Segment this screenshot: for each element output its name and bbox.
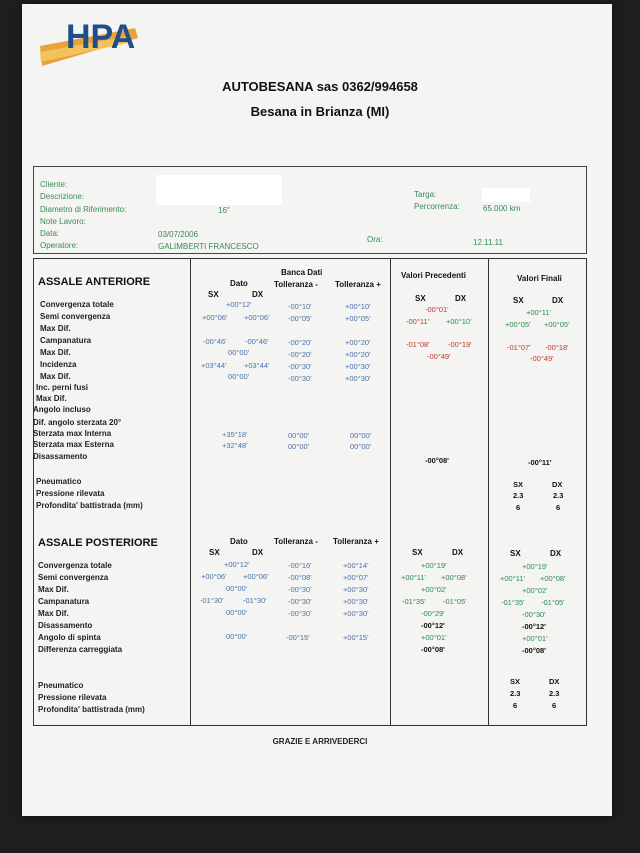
row-dif-angolo: Dif. angolo sterzata 20°	[33, 418, 122, 427]
rear-val-spinta: 00°00'	[226, 632, 248, 641]
rear-val-dif2-tm: -00°30'	[288, 609, 312, 618]
prev-camp-dx: -00°19'	[448, 340, 472, 349]
rear-val-camp-tp: +00°30'	[343, 597, 369, 606]
rear-row-profondita: Profondita' battistrada (mm)	[38, 705, 145, 714]
front-axle-title: ASSALE ANTERIORE	[38, 276, 151, 288]
front-final-sx: SX	[513, 296, 524, 305]
rear-row-campanatura: Campanatura	[38, 597, 90, 606]
prev-camp-sx: -01°08'	[406, 340, 430, 349]
fin-prof-dx: 6	[556, 503, 561, 512]
val-semi-sx: +00°06'	[202, 313, 228, 322]
fin-pneu-sx: SX	[513, 480, 524, 489]
rear-val-semi-dx: +00°06'	[243, 572, 269, 581]
diametro-value: 16"	[218, 206, 230, 215]
fin-pneu-dx: DX	[552, 480, 563, 489]
rear-prev-carr: -00°08'	[421, 645, 445, 654]
rear-val-dif1: 00°00'	[226, 584, 248, 593]
front-prev-dx: DX	[455, 294, 467, 303]
fin-prof-sx: 6	[516, 503, 521, 512]
val-inc-tp: +00°30'	[345, 362, 371, 371]
data-label: Data:	[40, 229, 60, 238]
val-sterz-ext: +32°48'	[222, 441, 248, 450]
rear-prev-dif1: +00°02'	[421, 585, 447, 594]
val-camp-sx: -00°46'	[203, 337, 227, 346]
rear-fin-prof-dx: 6	[552, 701, 557, 710]
fin-semi-sx: +00°05'	[505, 320, 531, 329]
row-campanatura: Campanatura	[40, 336, 92, 345]
val-sterz-int-tm: 00°00'	[288, 431, 310, 440]
front-final-dx: DX	[552, 296, 564, 305]
row-incidenza: Incidenza	[40, 360, 77, 369]
ora-value: 12.11.11	[473, 238, 503, 247]
rear-fin-prof-sx: 6	[513, 701, 518, 710]
rear-fin-conv: +00°19'	[522, 562, 548, 571]
rear-col-tol-minus: Tolleranza -	[274, 537, 318, 546]
rear-col-dato: Dato	[230, 537, 248, 546]
row-max-dif: Max Dif.	[40, 372, 71, 381]
val-camp-dif: 00°00'	[228, 348, 250, 357]
rear-val-dif2: 00°00'	[226, 608, 248, 617]
val-camp-tm: -00°20'	[288, 338, 312, 347]
rear-prev-camp-sx: -01°35'	[402, 597, 426, 606]
row-max-dif: Max Dif.	[40, 348, 71, 357]
column-divider	[190, 258, 191, 725]
fin-camp-sx: -01°07'	[507, 343, 531, 352]
val-inc-dif-tp: +00°30'	[345, 374, 371, 383]
rear-prev-dif2: -00°29'	[421, 609, 445, 618]
row-conv-tot: Convergenza totale	[40, 300, 114, 309]
fin-pres-sx: 2.3	[513, 491, 524, 500]
front-col-tol-plus: Tolleranza +	[335, 280, 381, 289]
rear-fin-pneu-dx: DX	[549, 677, 560, 686]
val-inc-dif: 00°00'	[228, 372, 250, 381]
front-col-tol-minus: Tolleranza -	[274, 280, 318, 289]
rear-row-pressione: Pressione rilevata	[38, 693, 107, 702]
val-conv-tp: +00°10'	[345, 302, 371, 311]
ora-label: Ora:	[367, 235, 383, 244]
rear-val-semi-tp: +00°07'	[343, 573, 369, 582]
operatore-value: GALIMBERTI FRANCESCO	[158, 242, 259, 251]
descrizione-label: Descrizione:	[40, 192, 85, 201]
row-max-dif: Max Dif.	[40, 324, 71, 333]
rear-prev-dis: -00°12'	[421, 621, 445, 630]
rear-fin-pres-sx: 2.3	[510, 689, 521, 698]
rear-fin-semi-sx: +00°11'	[500, 574, 525, 583]
rear-col-sx: SX	[209, 548, 220, 557]
fin-camp-dx: -00°18'	[545, 343, 569, 352]
redacted-plate	[482, 188, 530, 202]
rear-fin-carr: -00°08'	[522, 646, 546, 655]
rear-row-diff-carr: Differenza carreggiata	[38, 645, 123, 654]
rear-row-semi-conv: Semi convergenza	[38, 573, 109, 582]
rear-val-semi-sx: +00°06'	[201, 572, 227, 581]
rear-fin-dif2: -00°30'	[522, 610, 546, 619]
rear-row-angolo-spinta: Angolo di spinta	[38, 633, 101, 642]
data-value: 03/07/2006	[158, 230, 199, 239]
rear-val-conv-tp: +00°14'	[343, 561, 369, 570]
targa-label: Targa:	[414, 190, 437, 199]
val-camp-dx: -00°46'	[245, 337, 269, 346]
rear-col-tol-plus: Tolleranza +	[333, 537, 379, 546]
rear-fin-dif1: +00°02'	[522, 586, 548, 595]
rear-final-sx: SX	[510, 549, 521, 558]
front-col-prev: Valori Precedenti	[401, 271, 466, 280]
hpa-logo	[40, 8, 160, 70]
val-sterz-ext-tm: 00°00'	[288, 442, 310, 451]
rear-val-conv: +00°12'	[224, 560, 250, 569]
rear-fin-spinta: +00°01'	[522, 634, 548, 643]
fin-conv: +00°11'	[526, 308, 551, 317]
percorrenza-value: 65.000 km	[483, 204, 521, 213]
prev-camp-dif: -00°49'	[427, 352, 451, 361]
column-divider	[488, 258, 489, 725]
row-semi-conv: Semi convergenza	[40, 312, 111, 321]
row-max-dif: Max Dif.	[36, 394, 67, 403]
front-col-sx: SX	[208, 290, 219, 299]
rear-fin-semi-dx: +00°08'	[540, 574, 566, 583]
val-inc-dx: +03°44'	[244, 361, 270, 370]
rear-prev-semi-dx: +00°08'	[441, 573, 467, 582]
val-camp-dif-tm: -00°20'	[288, 350, 312, 359]
rear-fin-dis: -00°12'	[522, 622, 546, 631]
front-col-banca: Banca Dati	[281, 268, 323, 277]
rear-fin-camp-dx: -01°05'	[541, 598, 565, 607]
rear-col-dx: DX	[252, 548, 264, 557]
rear-final-dx: DX	[550, 549, 562, 558]
row-inc-perni: Inc. perni fusi	[36, 383, 89, 392]
front-col-dx: DX	[252, 290, 264, 299]
rear-prev-camp-dx: -01°05'	[443, 597, 467, 606]
diametro-label: Diametro di Riferimento:	[40, 205, 127, 214]
rear-val-spinta-tm: -00°15'	[286, 633, 310, 642]
rear-val-camp-sx: -01°30'	[200, 596, 224, 605]
val-conv-tm: -00°10'	[288, 302, 312, 311]
rear-row-conv-tot: Convergenza totale	[38, 561, 112, 570]
rear-prev-dx: DX	[452, 548, 464, 557]
val-semi-dx: +00°06'	[244, 313, 270, 322]
rear-val-camp-tm: -00°30'	[288, 597, 312, 606]
val-camp-dif-tp: +00°20'	[345, 350, 371, 359]
redacted-customer	[156, 175, 282, 205]
rear-prev-sx: SX	[412, 548, 423, 557]
prev-conv: -00°01'	[425, 305, 449, 314]
rear-val-conv-tm: -00°16'	[288, 561, 312, 570]
rear-row-pneumatico: Pneumatico	[38, 681, 84, 690]
val-camp-tp: +00°20'	[345, 338, 371, 347]
front-col-dato: Dato	[230, 279, 248, 288]
column-divider	[390, 258, 391, 725]
rear-val-semi-tm: -00°08'	[288, 573, 312, 582]
rear-row-max-dif: Max Dif.	[38, 585, 69, 594]
rear-row-max-dif: Max Dif.	[38, 609, 69, 618]
front-prev-sx: SX	[415, 294, 426, 303]
row-angolo-incluso: Angolo incluso	[33, 405, 91, 414]
rear-fin-pneu-sx: SX	[510, 677, 521, 686]
rear-row-disassamento: Disassamento	[38, 621, 93, 630]
rear-prev-semi-sx: +00°11'	[401, 573, 426, 582]
rear-fin-camp-sx: -01°35'	[501, 598, 525, 607]
row-pressione: Pressione rilevata	[36, 489, 105, 498]
rear-val-dif1-tp: +00°30'	[343, 585, 369, 594]
val-inc-dif-tm: -00°30'	[288, 374, 312, 383]
cliente-label: Cliente:	[40, 180, 68, 189]
footer-text: GRAZIE E ARRIVEDERCI	[272, 737, 368, 746]
val-inc-sx: +03°44'	[201, 361, 227, 370]
val-sterz-ext-tp: 00°00'	[350, 442, 372, 451]
logo-text: HPA	[66, 18, 136, 56]
alignment-table	[33, 258, 587, 726]
val-conv-dato: +00°12'	[226, 300, 252, 309]
company-city: Besana in Brianza (MI)	[250, 104, 390, 119]
front-col-final: Valori Finali	[517, 274, 562, 283]
rear-axle-title: ASSALE POSTERIORE	[38, 537, 158, 549]
row-profondita: Profondita' battistrada (mm)	[36, 501, 143, 510]
prev-disassamento: -00°08'	[425, 456, 449, 465]
rear-val-dif1-tm: -00°30'	[288, 585, 312, 594]
rear-prev-conv: +00°19'	[421, 561, 447, 570]
val-sterz-int: +35°18'	[222, 430, 248, 439]
rear-val-camp-dx: -01°30'	[243, 596, 267, 605]
note-label: Note Lavoro:	[40, 217, 86, 226]
fin-semi-dx: +00°05'	[544, 320, 570, 329]
fin-camp-dif: -00°49'	[530, 354, 554, 363]
operatore-label: Operatore:	[40, 241, 79, 250]
val-semi-tm: -00°05'	[288, 314, 312, 323]
fin-disassamento: -00°11'	[528, 458, 552, 467]
row-pneumatico: Pneumatico	[36, 477, 82, 486]
fin-pres-dx: 2.3	[553, 491, 564, 500]
company-name: AUTOBESANA sas 0362/994658	[222, 79, 418, 94]
row-sterzata-int: Sterzata max Interna	[33, 429, 112, 438]
rear-val-spinta-tp: +00°15'	[343, 633, 369, 642]
row-sterzata-ext: Sterzata max Esterna	[33, 440, 114, 449]
prev-semi-dx: +00°10'	[446, 317, 472, 326]
prev-semi-sx: -00°11'	[406, 317, 430, 326]
percorrenza-label: Percorrenza:	[414, 202, 460, 211]
val-semi-tp: +00°05'	[345, 314, 371, 323]
row-disassamento: Disassamento	[33, 452, 88, 461]
rear-fin-pres-dx: 2.3	[549, 689, 560, 698]
rear-val-dif2-tp: +00°30'	[343, 609, 369, 618]
rear-prev-spinta: +00°01'	[421, 633, 447, 642]
val-inc-tm: -00°30'	[288, 362, 312, 371]
val-sterz-int-tp: 00°00'	[350, 431, 372, 440]
